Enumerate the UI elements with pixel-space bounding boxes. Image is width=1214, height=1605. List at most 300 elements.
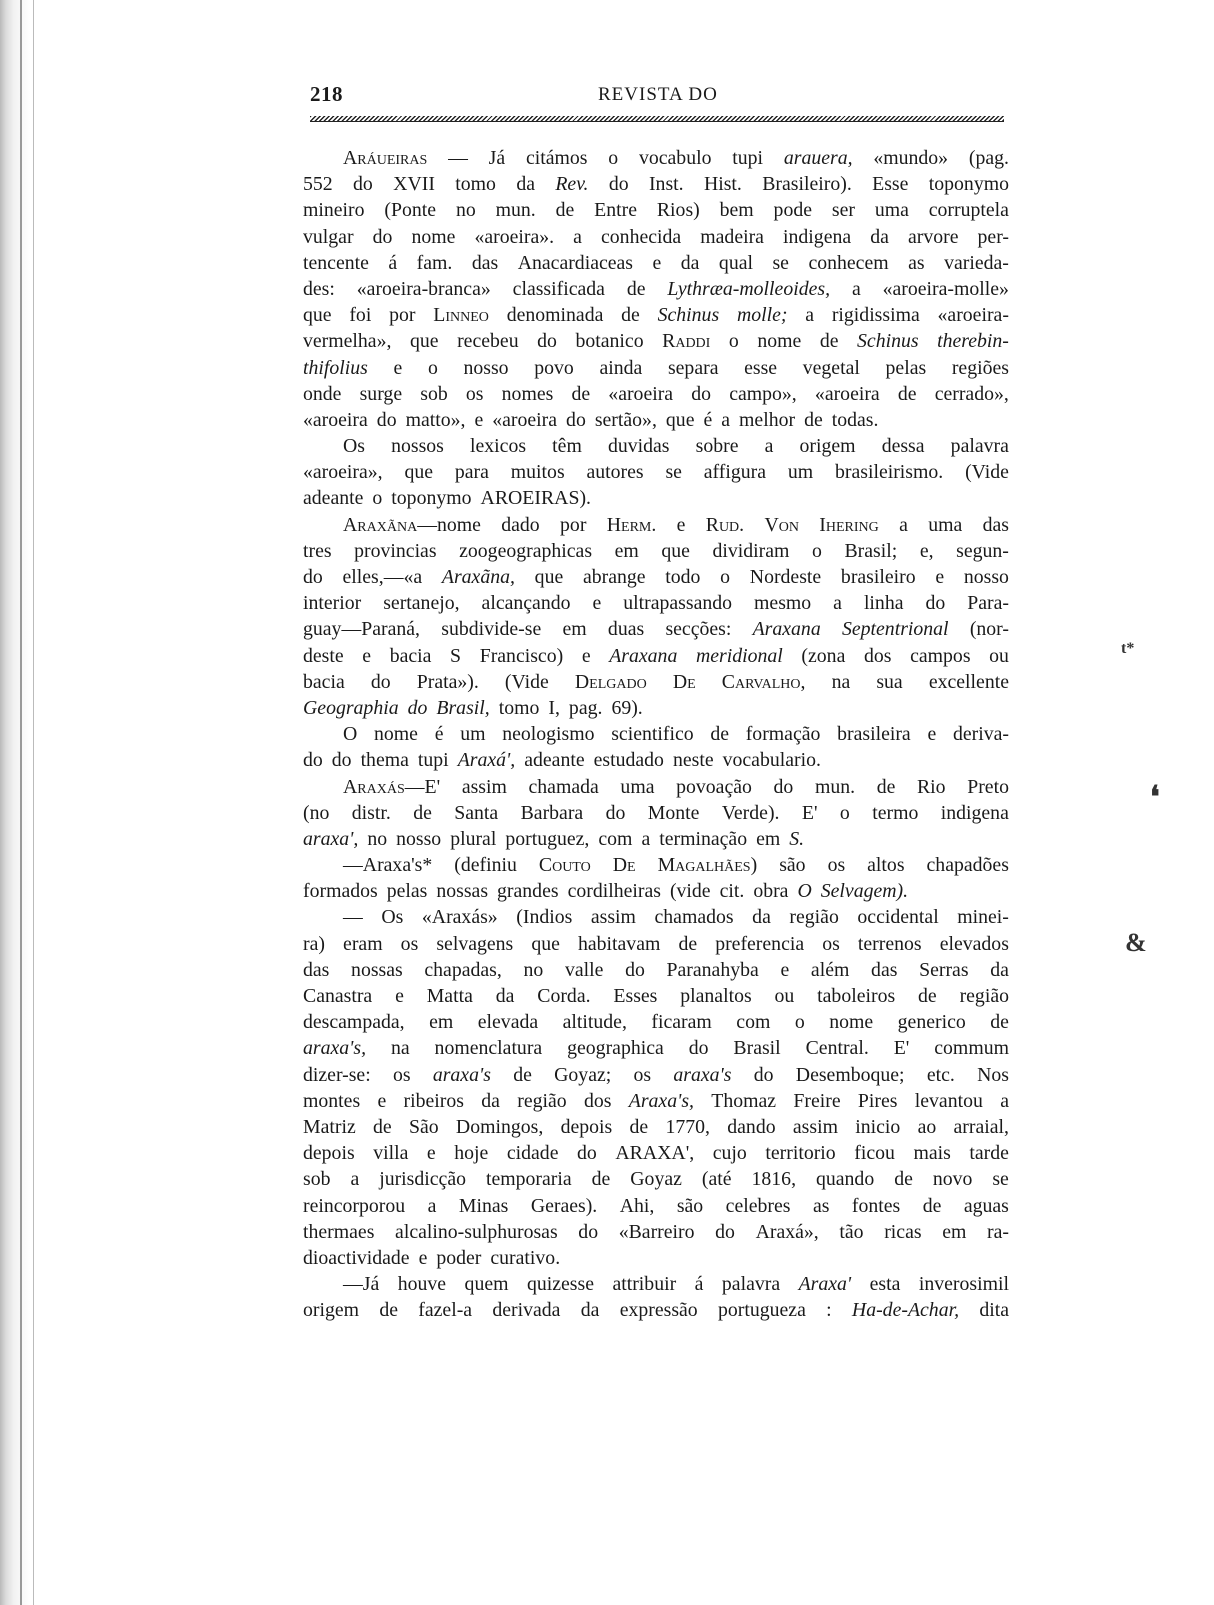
word: em: [562, 618, 587, 641]
word: e: [362, 644, 372, 667]
word: Freire: [793, 1089, 841, 1112]
word: Araxa's,: [628, 1089, 694, 1112]
word: autores: [586, 461, 644, 484]
word: vegetal: [802, 356, 860, 379]
word: os: [633, 1063, 652, 1086]
word: das: [871, 958, 898, 981]
word: celebres: [725, 1194, 791, 1217]
word: do: [537, 330, 557, 353]
word: Domingos,: [455, 1115, 544, 1138]
word: da: [680, 251, 700, 274]
word: o: [728, 330, 739, 353]
word: «aroeira»,: [303, 461, 383, 484]
word: Rev.: [555, 173, 589, 196]
word: povo: [534, 356, 574, 379]
word: que: [303, 304, 332, 327]
word: regiões: [951, 356, 1009, 379]
text-line: [303, 721, 1009, 747]
word: o: [608, 147, 619, 169]
word: ultrapassando: [623, 592, 733, 615]
word: taboleiros: [817, 985, 896, 1007]
word: classificada: [512, 277, 605, 300]
word: á: [388, 251, 398, 274]
word: tres: [303, 539, 332, 562]
word: Geographia: [303, 696, 399, 719]
word: á: [694, 1273, 704, 1296]
word: (no: [303, 801, 330, 824]
word: que: [404, 461, 434, 484]
word: derivada: [492, 1299, 561, 1322]
word: chapadas,: [424, 958, 502, 981]
word: região: [789, 906, 839, 929]
word: povoação: [676, 775, 752, 798]
word: e: [652, 251, 662, 274]
word: araxa's: [432, 1063, 491, 1086]
word: Goyaz: [630, 1168, 682, 1191]
text-line: [303, 171, 1009, 197]
word: Aráueiras: [343, 147, 428, 169]
word: de: [513, 1063, 532, 1086]
word: e: [426, 1142, 436, 1165]
word: AROEIRAS).: [480, 487, 591, 510]
word: que: [665, 408, 695, 431]
word: E': [801, 801, 818, 824]
word: etc.: [926, 1063, 955, 1086]
word: altitude,: [562, 1011, 627, 1034]
word: pode: [773, 199, 812, 222]
word: nome: [829, 1011, 874, 1034]
word: 1770,: [665, 1115, 710, 1138]
word: de: [678, 932, 698, 955]
word: adeante: [303, 487, 364, 510]
word: nossos: [391, 435, 444, 458]
word: e: [927, 723, 937, 746]
word: bem: [719, 199, 754, 222]
word: Barbara: [520, 801, 584, 824]
word: a: [427, 1194, 437, 1217]
word: dividiram: [712, 539, 790, 562]
word: do: [372, 225, 393, 248]
word: Lythræa-molleoides,: [667, 277, 831, 300]
word: O: [343, 723, 358, 746]
word: de: [379, 1299, 398, 1322]
word: Já: [488, 147, 506, 169]
word: depois: [303, 1142, 355, 1165]
word: arauera,: [783, 147, 853, 169]
word: mais: [913, 1142, 951, 1165]
word: villa: [373, 1142, 409, 1165]
word: occidental: [857, 906, 939, 929]
word: com: [598, 827, 633, 850]
word: do: [578, 1220, 599, 1243]
word: Os: [343, 435, 365, 458]
page-header: [310, 82, 1006, 118]
word: e: [474, 408, 484, 431]
word: foi: [349, 304, 372, 327]
word: scientifico: [611, 723, 694, 746]
word: de: [894, 1168, 913, 1191]
word: Magalhães): [657, 854, 758, 877]
word: ainda: [599, 356, 643, 379]
word: tão: [839, 1220, 864, 1243]
word: S.: [789, 827, 805, 850]
word: das: [982, 513, 1009, 536]
word: de: [710, 723, 729, 746]
word: de: [918, 985, 937, 1007]
word: de: [990, 1011, 1009, 1034]
word: terminação: [659, 827, 748, 850]
word: com: [736, 1011, 771, 1034]
word: elevados: [939, 932, 1009, 955]
word: (Vide: [965, 461, 1009, 484]
word: os: [392, 1063, 411, 1086]
word: assim: [792, 1115, 838, 1138]
word: tarde: [969, 1142, 1009, 1165]
word: de: [413, 801, 432, 824]
word: separa: [667, 356, 719, 379]
word: arraial,: [953, 1115, 1009, 1138]
word: os: [822, 932, 840, 955]
text-line: [303, 590, 1009, 616]
word: Nordeste: [749, 566, 822, 588]
word: e: [780, 958, 790, 981]
word: da: [495, 985, 515, 1007]
word: Matriz: [303, 1115, 356, 1138]
word: a: [350, 1168, 360, 1191]
word: Brasil: [733, 1037, 781, 1060]
word: Os: [381, 906, 404, 929]
word: Araxá»,: [755, 1220, 819, 1243]
word: nomenclatura: [434, 1037, 543, 1060]
word: altos: [867, 854, 905, 877]
word: do: [370, 670, 391, 693]
word: ser: [831, 199, 855, 222]
text-line: [303, 276, 1009, 302]
word: de: [922, 1194, 942, 1217]
word: portugueza: [717, 1299, 806, 1322]
word: :: [826, 1299, 832, 1322]
text-line: [303, 302, 1009, 328]
word: dando: [727, 1115, 776, 1138]
word: além: [810, 958, 850, 981]
word: preferencia: [715, 932, 805, 955]
word: pag.: [568, 696, 603, 719]
word: tencente: [303, 251, 369, 274]
word: matto»,: [405, 408, 466, 431]
word: Delgado: [574, 670, 647, 693]
word: ou: [774, 985, 795, 1007]
word: em: [429, 1011, 454, 1034]
word: nossas: [351, 958, 403, 981]
word: Araxana: [609, 644, 678, 667]
word: Pires: [857, 1089, 898, 1112]
word: ao: [917, 1115, 937, 1138]
word: Serras: [919, 958, 969, 981]
word: hoje: [454, 1142, 489, 1165]
word: as: [908, 251, 925, 274]
word: Brasil,: [436, 696, 490, 719]
text-line: [303, 433, 1009, 459]
word: esse: [744, 356, 778, 379]
text-line: [303, 250, 1009, 276]
word: que: [534, 566, 564, 588]
word: (Ponte: [384, 199, 437, 222]
word: no: [367, 827, 388, 850]
word: do: [715, 1220, 735, 1243]
word: nome: [374, 723, 418, 746]
word: a: [721, 408, 731, 431]
word: quando: [815, 1168, 875, 1191]
word: cidade: [506, 1142, 559, 1165]
word: (Vide: [504, 670, 549, 693]
word: tomo: [455, 173, 496, 196]
word: —Araxa's*: [343, 854, 433, 877]
word: elles,—«a: [342, 566, 423, 588]
word: geographica: [567, 1037, 664, 1060]
word: região: [959, 985, 1009, 1007]
word: chamados: [654, 906, 734, 929]
word: Geraes).: [530, 1194, 598, 1217]
word: thermaes: [303, 1220, 375, 1243]
word: Araxá',: [457, 749, 516, 772]
word: nosso: [463, 356, 509, 379]
word: cerrado»,: [934, 382, 1009, 405]
word: «aroeira: [814, 382, 880, 405]
word: Schinus: [657, 304, 720, 327]
word: nome: [411, 225, 456, 248]
word: sob: [420, 382, 448, 405]
word: attribuir: [612, 1273, 677, 1296]
text-line: [303, 1245, 1009, 1271]
word: Corda.: [537, 985, 591, 1007]
text-line: [303, 1271, 1009, 1297]
text-line: [303, 669, 1009, 695]
word: ricas: [884, 1220, 922, 1243]
word: Inst.: [648, 173, 684, 196]
word: sua: [876, 670, 903, 693]
word: dos: [863, 644, 892, 667]
word: (pag.: [968, 147, 1009, 169]
text-line: [303, 904, 1009, 930]
word: 1816,: [751, 1168, 797, 1191]
word: do: [407, 696, 428, 719]
word: brasileira: [837, 723, 911, 746]
word: termo: [872, 801, 919, 824]
word: (Indios: [516, 906, 573, 929]
word: e: [592, 592, 602, 615]
word: e: [581, 644, 591, 667]
word: Herm.: [606, 513, 657, 536]
word: territorio: [765, 1142, 836, 1165]
text-line: [303, 1009, 1009, 1035]
word: Rud.: [705, 513, 745, 536]
word: novo: [932, 1168, 973, 1191]
word: Selvagem).: [820, 880, 909, 903]
header-rule: [310, 116, 1004, 122]
word: um: [787, 461, 814, 484]
word: selvagens: [436, 932, 514, 955]
word: —: [448, 147, 468, 169]
word: do: [925, 592, 946, 615]
word: das: [303, 958, 330, 981]
word: Ha-de-Achar,: [851, 1299, 960, 1322]
word: melhor: [739, 408, 796, 431]
word: Brasil;: [844, 539, 898, 562]
word: 552: [303, 173, 333, 196]
word: arvore: [907, 225, 959, 248]
text-line: [303, 197, 1009, 223]
word: Francisco): [479, 644, 564, 667]
word: corruptela: [928, 199, 1009, 222]
text-line: [303, 931, 1009, 957]
word: alcançando: [481, 592, 571, 615]
word: «aroeira-molle»: [882, 277, 1009, 300]
word: Araxãna,: [441, 566, 515, 588]
text-line: [303, 1114, 1009, 1140]
word: S: [450, 644, 462, 667]
word: vocabulario.: [722, 749, 821, 772]
word: do: [625, 958, 645, 981]
word: indigena: [783, 225, 852, 248]
word: de: [876, 775, 896, 798]
word: do: [303, 566, 323, 588]
word: que: [531, 932, 560, 955]
word: Central.: [805, 1037, 869, 1060]
text-line: [303, 407, 1009, 433]
word: conhecida: [601, 225, 682, 248]
text-line: [303, 564, 1009, 590]
word: origem: [799, 435, 856, 458]
word: fazel-a: [418, 1299, 473, 1322]
word: e: [418, 1246, 428, 1269]
word: e: [935, 566, 945, 588]
word: «aroeira: [608, 382, 674, 405]
word: terrenos: [857, 932, 922, 955]
word: brasileirismo.: [835, 461, 944, 484]
text-line: [303, 1062, 1009, 1088]
word: Araxãna—nome: [343, 513, 481, 536]
word: no: [523, 958, 544, 981]
word: o: [812, 539, 822, 562]
word: denominada: [506, 304, 604, 327]
word: ra-: [987, 1220, 1009, 1243]
word: em: [942, 1220, 967, 1243]
word: da: [752, 906, 771, 929]
word: (nor-: [969, 618, 1009, 641]
word: de: [629, 1115, 649, 1138]
word: os: [827, 854, 846, 877]
word: (até: [701, 1168, 732, 1191]
word: «aroeira: [492, 408, 558, 431]
word: a: [899, 513, 908, 536]
word: mun.: [814, 775, 856, 798]
word: tupi: [417, 749, 449, 772]
word: chamada: [528, 775, 599, 798]
word: segun-: [956, 539, 1009, 562]
word: generico: [897, 1011, 966, 1034]
word: sertanejo,: [383, 592, 460, 615]
word: duvidas: [607, 435, 670, 458]
word: Minas: [458, 1194, 509, 1217]
word: toponymo: [928, 173, 1009, 196]
page-number: 218: [310, 82, 343, 106]
word: «mundo»: [873, 147, 949, 169]
word: dizer-se:: [303, 1063, 371, 1086]
word: houve: [397, 1273, 447, 1296]
word: pelas: [885, 356, 927, 379]
word: distr.: [351, 801, 391, 824]
word: dado: [501, 513, 540, 536]
margin-mark: ❛: [1150, 781, 1160, 814]
word: de: [591, 1168, 611, 1191]
word: botanico: [575, 330, 644, 353]
word: formados: [303, 880, 378, 903]
word: dessa: [881, 435, 925, 458]
word: portuguez,: [505, 827, 590, 850]
word: zoogeographicas: [459, 539, 593, 562]
word: Verde).: [721, 801, 780, 824]
text-line: [303, 957, 1009, 983]
text-line: [303, 224, 1009, 250]
word: sob: [303, 1168, 331, 1191]
word: do: [688, 1037, 709, 1060]
margin-mark: &: [1125, 928, 1147, 957]
word: habitavam: [577, 932, 661, 955]
word: do: [605, 801, 626, 824]
word: são: [779, 854, 806, 877]
word: plural: [450, 827, 497, 850]
word: —: [343, 906, 363, 929]
word: na: [390, 1037, 410, 1060]
word: «aroeira».: [474, 225, 555, 248]
gutter-line: [20, 0, 22, 1605]
word: da: [580, 1299, 600, 1322]
word: a: [805, 304, 815, 327]
word: de: [897, 382, 917, 405]
word: as: [812, 1194, 830, 1217]
word: grandes: [497, 880, 559, 903]
word: da: [516, 173, 535, 196]
word: da: [481, 1089, 500, 1112]
word: os: [465, 382, 484, 405]
word: aguas: [963, 1194, 1009, 1217]
word: Araxana: [752, 618, 821, 641]
word: onde: [303, 382, 342, 405]
word: chapadões: [926, 854, 1009, 877]
word: a: [833, 592, 842, 615]
word: Nos: [977, 1063, 1009, 1086]
word: De: [672, 670, 696, 693]
word: obra: [753, 880, 789, 903]
word: palavra: [950, 435, 1009, 458]
text-line: [303, 1193, 1009, 1219]
word: expressão: [619, 1299, 698, 1322]
word: dos: [583, 1089, 612, 1112]
word: nomes: [501, 382, 554, 405]
word: mun.: [495, 199, 536, 222]
word: tomo: [498, 696, 540, 719]
word: de: [571, 382, 591, 405]
word: se: [772, 251, 789, 274]
word: thifolius: [303, 356, 368, 379]
word: provincias: [354, 539, 437, 562]
word: neste: [672, 749, 714, 772]
text-line: [303, 1219, 1009, 1245]
word: cit.: [719, 880, 745, 903]
word: quem: [464, 1273, 509, 1296]
word: nosso: [396, 827, 442, 850]
word: todas.: [831, 408, 879, 431]
